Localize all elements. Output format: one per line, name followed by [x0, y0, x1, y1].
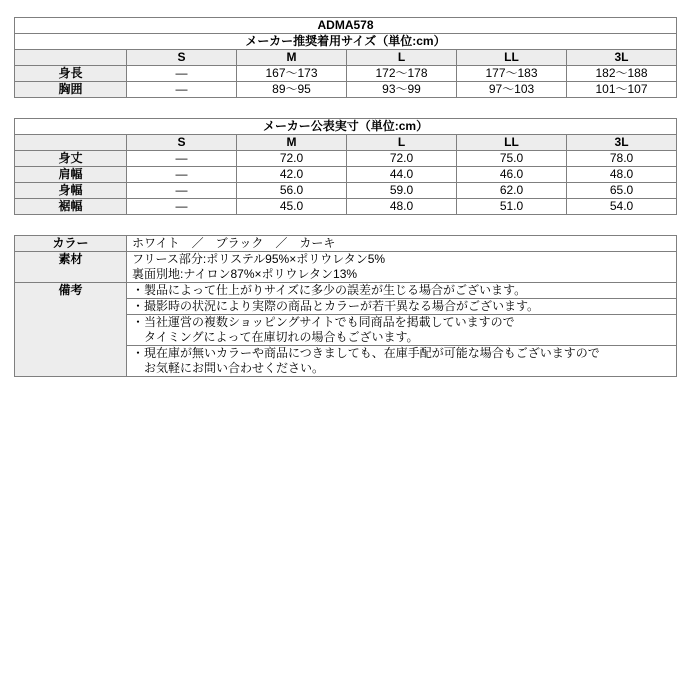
measurement-row: [15, 66, 677, 82]
product-code: ADMA578: [15, 18, 677, 34]
measurement-value: 75.0: [457, 151, 567, 167]
color-label: カラー: [15, 236, 127, 252]
measurement-label: 身長: [15, 66, 127, 82]
corner-cell: [15, 135, 127, 151]
note-line: お気軽にお問い合わせください。: [132, 361, 325, 375]
material-label: 素材: [15, 252, 127, 283]
measurement-label: 身丈: [15, 151, 127, 167]
measurement-value: 101～107: [567, 82, 677, 98]
note-line: ・現在庫が無いカラーや商品につきましても、在庫手配が可能な場合もございますので: [132, 346, 600, 360]
size-column-header: LL: [457, 50, 567, 66]
recommended-size-title: メーカー推奨着用サイズ（単位:cm）: [15, 34, 677, 50]
table-subtitle-row: [15, 119, 677, 135]
measurement-value: ―: [127, 66, 237, 82]
measurement-value: 89～95: [237, 82, 347, 98]
measurement-value: 44.0: [347, 167, 457, 183]
measurement-value: 72.0: [237, 151, 347, 167]
measurement-value: 65.0: [567, 183, 677, 199]
actual-size-title: メーカー公表実寸（単位:cm）: [15, 119, 677, 135]
measurement-label: 裾幅: [15, 199, 127, 215]
measurement-value: 54.0: [567, 199, 677, 215]
measurement-value: 56.0: [237, 183, 347, 199]
note-line: ・当社運営の複数ショッピングサイトでも同商品を掲載していますので: [132, 315, 515, 329]
measurement-value: 182～188: [567, 66, 677, 82]
note-row: [15, 283, 677, 299]
measurement-row: [15, 82, 677, 98]
measurement-value: 62.0: [457, 183, 567, 199]
material-row: [15, 252, 677, 283]
measurement-value: ―: [127, 151, 237, 167]
measurement-label: 身幅: [15, 183, 127, 199]
measurement-value: ―: [127, 199, 237, 215]
measurement-row: [15, 151, 677, 167]
measurement-value: 45.0: [237, 199, 347, 215]
measurement-value: 93～99: [347, 82, 457, 98]
measurement-value: 167～173: [237, 66, 347, 82]
material-value: [127, 252, 677, 283]
note-text: [127, 346, 677, 377]
measurement-row: [15, 199, 677, 215]
color-row: [15, 236, 677, 252]
table-subtitle-row: [15, 34, 677, 50]
recommended-size-table: [14, 17, 677, 98]
color-value: ホワイト ／ ブラック ／ カーキ: [127, 236, 677, 252]
size-column-header: L: [347, 135, 457, 151]
size-column-header: 3L: [567, 135, 677, 151]
product-info-table: [14, 235, 677, 377]
measurement-value: 48.0: [347, 199, 457, 215]
note-text: [127, 299, 677, 315]
measurement-value: 46.0: [457, 167, 567, 183]
size-header-row: [15, 50, 677, 66]
material-line: 裏面別地:ナイロン87%×ポリウレタン13%: [132, 267, 358, 281]
size-column-header: L: [347, 50, 457, 66]
measurement-value: ―: [127, 167, 237, 183]
measurement-value: 42.0: [237, 167, 347, 183]
measurement-label: 肩幅: [15, 167, 127, 183]
material-line: フリース部分:ポリステル95%×ポリウレタン5%: [132, 252, 386, 266]
measurement-value: ―: [127, 183, 237, 199]
size-header-row: [15, 135, 677, 151]
measurement-value: 51.0: [457, 199, 567, 215]
size-column-header: M: [237, 50, 347, 66]
size-column-header: LL: [457, 135, 567, 151]
measurement-value: 59.0: [347, 183, 457, 199]
note-text: [127, 315, 677, 346]
measurement-value: 72.0: [347, 151, 457, 167]
note-text: [127, 283, 677, 299]
note-line: ・撮影時の状況により実際の商品とカラーが若干異なる場合がございます。: [132, 299, 540, 313]
measurement-row: [15, 167, 677, 183]
measurement-value: 97～103: [457, 82, 567, 98]
size-column-header: S: [127, 50, 237, 66]
measurement-value: ―: [127, 82, 237, 98]
note-line: ・製品によって仕上がりサイズに多少の誤差が生じる場合がございます。: [132, 283, 527, 297]
measurement-value: 48.0: [567, 167, 677, 183]
measurement-row: [15, 183, 677, 199]
size-column-header: 3L: [567, 50, 677, 66]
size-column-header: M: [237, 135, 347, 151]
corner-cell: [15, 50, 127, 66]
measurement-label: 胸囲: [15, 82, 127, 98]
actual-size-table: [14, 118, 677, 215]
measurement-value: 172～178: [347, 66, 457, 82]
notes-label: 備考: [15, 283, 127, 377]
size-column-header: S: [127, 135, 237, 151]
note-line: タイミングによって在庫切れの場合もございます。: [132, 330, 419, 344]
product-code-row: [15, 18, 677, 34]
measurement-value: 78.0: [567, 151, 677, 167]
measurement-value: 177～183: [457, 66, 567, 82]
